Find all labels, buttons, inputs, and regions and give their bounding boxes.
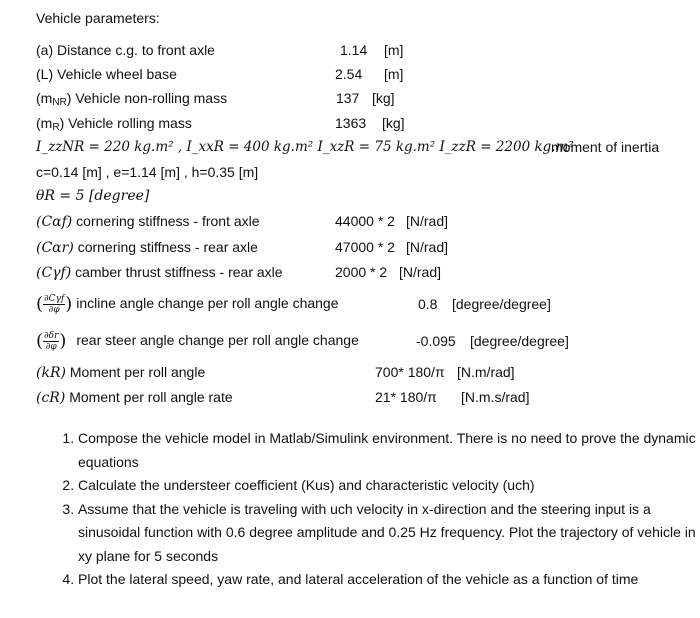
param-value: 2.54: [335, 66, 363, 82]
task-item: 3. Assume that the vehicle is traveling with uch velocity in x-direction and the steering input is a sinusoidal function with 0.6 degree amplitude and 0.25 Hz frequency. Plot the trajectory of vehicle in xy plane for 5 seconds: [78, 498, 700, 569]
param-value: 1363: [335, 115, 367, 131]
param-unit: [m]: [384, 66, 404, 82]
task-item: 2. Calculate the understeer coefficient (Kus) and characteristic velocity (uch): [78, 474, 700, 498]
roll-symbol: (kR): [36, 365, 66, 381]
roll-value: 700* 180/π: [375, 364, 445, 380]
roll-label: Moment per roll angle: [69, 364, 206, 380]
stiffness-symbol: (Cαf): [36, 214, 73, 230]
stiffness-label: cornering stiffness - front axle: [76, 213, 260, 229]
param-unit: [kg]: [382, 115, 405, 131]
stiffness-row-camber: [36, 262, 283, 282]
incline-row: ( $\frac{\text{∂Cγf}}{\partial\varphi}$ ) incline angle change per roll angle change: [36, 293, 339, 315]
param-unit: [m]: [384, 42, 404, 58]
stiffness-value: 44000 * 2: [335, 213, 395, 229]
incline-fraction: $\frac{\text{∂Cγf}}{\partial\varphi}$: [44, 293, 65, 315]
stiffness-symbol: (Cαr): [36, 240, 74, 256]
stiffness-unit: [N/rad]: [406, 239, 449, 255]
inertia-note: moment of inertia: [551, 139, 660, 155]
stiffness-label: cornering stiffness - rear axle: [77, 239, 258, 255]
param-label-suffix: ) Vehicle non-rolling mass: [66, 90, 228, 106]
stiffness-unit: [N/rad]: [406, 213, 449, 229]
task-list: [50, 427, 700, 592]
roll-label: Moment per roll angle rate: [69, 389, 233, 405]
stiffness-unit: [N/rad]: [399, 264, 442, 280]
param-label: (L) Vehicle wheel base: [36, 66, 177, 82]
inertia-line: I_zzNR = 220 kg.m² , I_xxR = 400 kg.m² I_xzR = 75 kg.m² I_zzR = 2200 kg.m²: [36, 139, 574, 155]
incline-value: 0.8: [418, 296, 438, 312]
rearsteer-value: -0.095: [416, 333, 456, 349]
incline-label: incline angle change per roll angle change: [76, 295, 339, 311]
roll-value: 21* 180/π: [375, 389, 437, 405]
stiffness-label: camber thrust stiffness - rear axle: [75, 264, 283, 280]
theta-line: θR = 5 [degree]: [36, 188, 150, 204]
param-label-prefix: (m: [36, 115, 53, 131]
task-item: 1. Compose the vehicle model in Matlab/Simulink environment. There is no need to prove the dynamic equations: [78, 427, 700, 474]
geometry-line: c=0.14 [m] , e=1.14 [m] , h=0.35 [m]: [36, 164, 259, 180]
stiffness-row-front: [36, 211, 260, 231]
param-label: (a) Distance c.g. to front axle: [36, 42, 215, 58]
task-item: 4. Plot the lateral speed, yaw rate, and lateral acceleration of the vehicle as a function of time: [78, 568, 700, 592]
rearsteer-unit: [degree/degree]: [470, 333, 569, 349]
param-row-mr: [36, 113, 192, 133]
param-label-prefix: (m: [36, 90, 53, 106]
stiffness-symbol: (Cγf): [36, 265, 72, 281]
roll-symbol: (cR): [36, 390, 66, 406]
param-label-suffix: ) Vehicle rolling mass: [59, 115, 192, 131]
roll-unit: [N.m.s/rad]: [461, 389, 530, 405]
roll-row-c: [36, 387, 233, 407]
roll-row-k: [36, 362, 205, 382]
param-row-l: [36, 64, 177, 84]
param-label-sub: R: [52, 122, 60, 133]
param-value: 137: [336, 90, 360, 106]
stiffness-value: 2000 * 2: [335, 264, 388, 280]
param-label-sub: NR: [52, 97, 67, 108]
rearsteer-label: rear steer angle change per roll angle change: [76, 332, 359, 348]
rearsteer-fraction: $\frac{\partial\delta r}{\partial\varphi}$: [44, 330, 59, 352]
section-title: Vehicle parameters:: [36, 10, 160, 26]
stiffness-row-rear: [36, 237, 258, 257]
stiffness-value: 47000 * 2: [335, 239, 395, 255]
param-value: 1.14: [340, 42, 368, 58]
rearsteer-row: ( $\frac{\partial\delta r}{\partial\varphi}$ ) rear steer angle change per roll angle change: [36, 330, 359, 352]
param-unit: [kg]: [372, 90, 395, 106]
roll-unit: [N.m/rad]: [457, 364, 515, 380]
param-row-a: [36, 40, 215, 60]
incline-unit: [degree/degree]: [452, 296, 551, 312]
param-row-mnr: [36, 88, 227, 108]
